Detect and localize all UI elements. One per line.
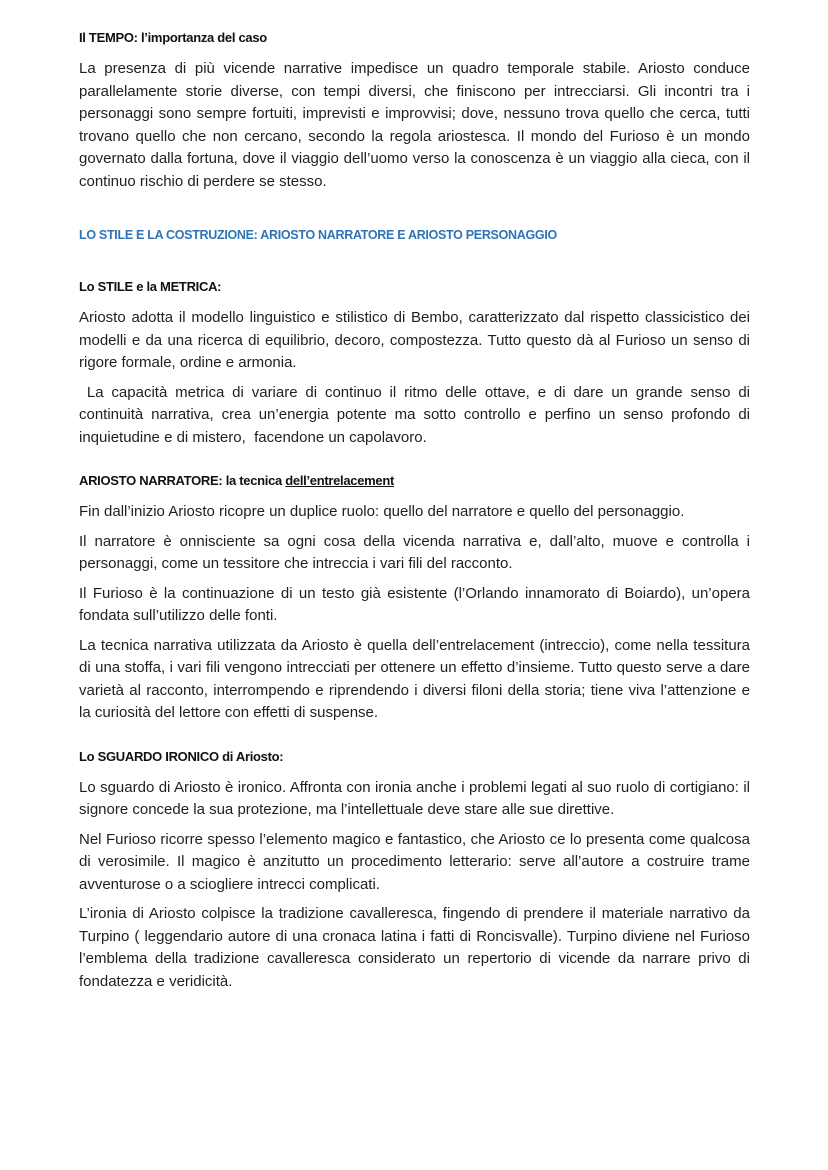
chapter-heading-stile-costruzione: LO STILE E LA COSTRUZIONE: ARIOSTO NARRATORE E ARIOSTO PERSONAGGIO: [79, 228, 557, 242]
paragraph-ironico-2: Nel Furioso ricorre spesso l’elemento magico e fantastico, che Ariosto ce lo presenta come qualcosa di verosimile. Il magico è anzitutto un procedimento letterario: serve all’autore a costruire trame avventurose o a sciogliere intrecci complicati.: [79, 830, 750, 893]
section-heading-stile-metrica: Lo STILE e la METRICA:: [79, 279, 222, 294]
paragraph-stile-1: Ariosto adotta il modello linguistico e stilistico di Bembo, caratterizzato dal rispetto classicistico dei modelli e da una ricerca di equilibrio, decoro, compostezza. Tutto questo dà al Furioso un senso di rigore formale, ordine e armonia.: [79, 309, 750, 371]
paragraph-ironico-1: Lo sguardo di Ariosto è ironico. Affronta con ironia anche i problemi legati al suo ruolo di cortigiano: il signore concede la sua protezione, ma l’intellettuale deve stare alle sue direttive.: [79, 778, 750, 818]
paragraph-tempo: La presenza di più vicende narrative impedisce un quadro temporale stabile. Ariosto conduce parallelamente storie diverse, con tempi diversi, che finiscono per intrecciarsi. Gli incontri tra i personaggi sono sempre fortuiti, imprevisti e improvvisi; dove, nessuno trova quello che cerca, tutti trovano quello che non cercano, secondo la regola ariostesca. Il mondo del Furioso è un mondo governato dalla fortuna, dove il viaggio dell’uomo verso la conoscenza è un viaggio alla cieca, con il continuo rischio di perdere se stesso.: [79, 60, 750, 190]
section-heading-narratore-underlined: dell’entrelacement: [285, 473, 395, 488]
section-heading-sguardo-ironico: Lo SGUARDO IRONICO di Ariosto:: [79, 748, 284, 764]
section-heading-narratore-prefix: ARIOSTO NARRATORE: la tecnica: [79, 473, 286, 488]
section-heading-narratore: [79, 471, 750, 491]
section-heading-tempo: Il TEMPO: l’importanza del caso: [79, 30, 267, 45]
paragraph-narratore-1: Fin dall’inizio Ariosto ricopre un duplice ruolo: quello del narratore e quello del personaggio.: [79, 503, 685, 520]
paragraph-narratore-4: La tecnica narrativa utilizzata da Ariosto è quella dell’entrelacement (intreccio), come nella tessitura di una stoffa, i vari fili vengono intrecciati per ottenere un effetto d’insieme. Tutto questo serve a dare varietà al racconto, interrompendo e riprendendo i diversi filoni della storia; tiene viva l’attenzione e la curiosità del lettore con effetti di suspense.: [79, 636, 750, 721]
document-page: [79, 28, 755, 993]
paragraph-narratore-3: Il Furioso è la continuazione di un testo già esistente (l’Orlando innamorato di Boiardo), un’opera fondata sull’utilizzo delle fonti.: [79, 584, 750, 624]
paragraph-stile-2: La capacità metrica di variare di continuo il ritmo delle ottave, e di dare un grande senso di continuità narrativa, crea un’energia potente ma sotto controllo e perfino un senso profondo di inquietudine e di mistero, facendone un capolavoro.: [79, 383, 755, 446]
paragraph-narratore-2: Il narratore è onnisciente sa ogni cosa della vicenda narrativa e, dall’alto, muove e controlla i personaggi, come un tessitore che intreccia i vari fili del racconto.: [79, 532, 750, 572]
paragraph-ironico-3: L’ironia di Ariosto colpisce la tradizione cavalleresca, fingendo di prendere il materiale narrativo da Turpino ( leggendario autore di una cronaca latina i fatti di Roncisvalle). Turpino diviene nel Furioso l’emblema della tradizione cavalleresca considerato un repertorio di vicende da narrare privo di fondatezza e veridicità.: [79, 905, 750, 990]
